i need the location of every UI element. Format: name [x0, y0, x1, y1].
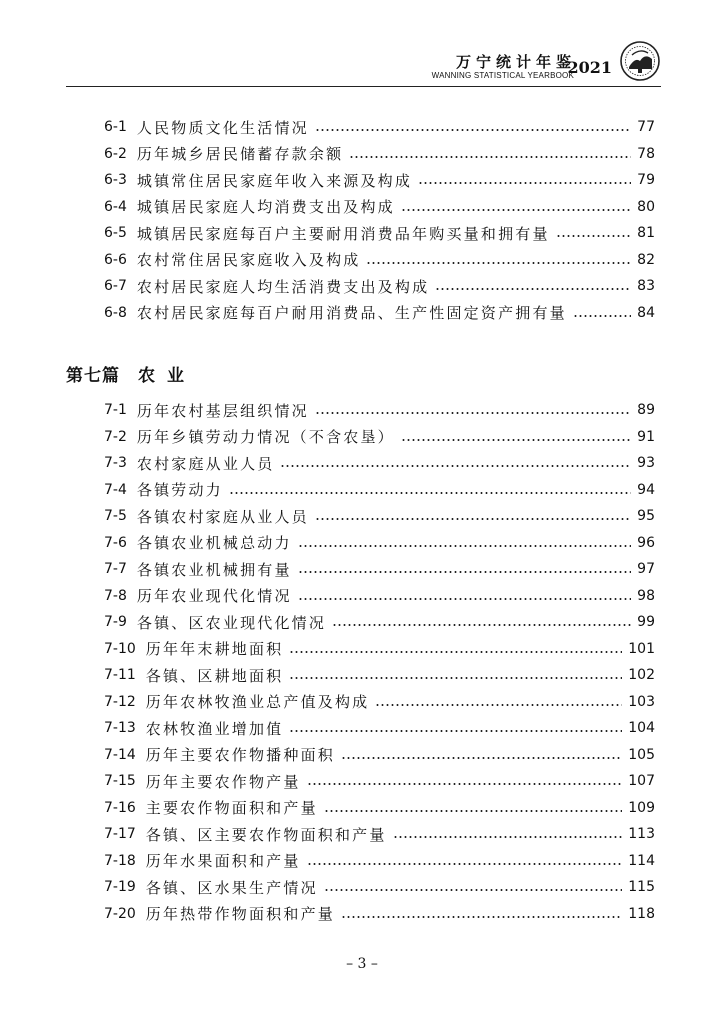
toc-entry[interactable] [0, 848, 724, 875]
toc-entry-page: 103 [628, 693, 655, 710]
leader-dots [307, 783, 623, 785]
toc-entry-number: 7-3 [104, 455, 127, 472]
toc-entry[interactable] [0, 503, 724, 530]
leader-dots [324, 810, 622, 812]
toc-entry-page: 81 [637, 225, 655, 242]
toc-entry-number: 6-2 [104, 145, 127, 162]
leader-dots [349, 156, 631, 158]
toc-entry[interactable] [0, 273, 724, 300]
toc-entry-title: 城镇常住居民家庭年收入来源及构成 [136, 171, 413, 190]
leader-dots [324, 889, 622, 891]
toc-entry[interactable] [0, 874, 724, 901]
leader-dots [375, 704, 622, 706]
toc-entry-page: 115 [628, 879, 655, 896]
leader-dots [332, 624, 631, 626]
leader-dots [366, 262, 631, 264]
toc-entry-number: 7-20 [104, 905, 136, 922]
toc-entry-number: 7-16 [104, 799, 136, 816]
toc-entry-title: 主要农作物面积和产量 [145, 799, 318, 818]
toc-entry-number: 6-6 [104, 251, 127, 268]
toc-entry-title: 历年农林牧渔业总产值及构成 [145, 693, 370, 712]
page-number: – 3 – [346, 956, 378, 972]
leader-dots [289, 677, 622, 679]
toc-entry[interactable] [0, 450, 724, 477]
toc-entry-number: 7-9 [104, 614, 127, 631]
toc-entry[interactable] [0, 583, 724, 610]
toc-entry-number: 7-12 [104, 693, 136, 710]
toc-entry-page: 84 [637, 304, 655, 321]
toc-entry[interactable] [0, 114, 724, 141]
toc-entry[interactable] [0, 795, 724, 822]
toc-entry-title: 农林牧渔业增加值 [145, 719, 284, 738]
leader-dots [435, 288, 631, 290]
toc-entry[interactable] [0, 247, 724, 274]
toc-entry[interactable] [0, 300, 724, 327]
toc-entry[interactable] [0, 194, 724, 221]
toc-entry-number: 7-18 [104, 852, 136, 869]
toc-entry-title: 城镇居民家庭每百户主要耐用消费品年购买量和拥有量 [136, 224, 550, 243]
toc-entry-number: 7-14 [104, 746, 136, 763]
toc-entry-title: 历年农村基层组织情况 [136, 401, 309, 420]
toc-entry-title: 人民物质文化生活情况 [136, 118, 309, 137]
leader-dots [315, 518, 631, 520]
toc-entry-title: 农村居民家庭人均生活消费支出及构成 [136, 277, 430, 296]
toc-entry-number: 6-8 [104, 304, 127, 321]
page-header [0, 0, 724, 100]
toc-entry-number: 6-4 [104, 198, 127, 215]
toc-entry[interactable] [0, 662, 724, 689]
leader-dots [280, 465, 631, 467]
toc-entry-title: 农村常住居民家庭收入及构成 [136, 251, 361, 270]
toc-entry-page: 77 [637, 119, 655, 136]
toc-entry-number: 7-17 [104, 826, 136, 843]
toc-entry-page: 96 [637, 534, 655, 551]
yearbook-subtitle: WANNING STATISTICAL YEARBOOK [431, 71, 574, 80]
toc-entry[interactable] [0, 821, 724, 848]
toc-entry-page: 113 [628, 826, 655, 843]
leader-dots [298, 545, 631, 547]
toc-entry[interactable] [0, 609, 724, 636]
toc-entry-number: 7-19 [104, 879, 136, 896]
toc-entry-page: 99 [637, 614, 655, 631]
toc-entry[interactable] [0, 424, 724, 451]
toc-entry-page: 114 [628, 852, 655, 869]
yearbook-year: 2021 [567, 58, 612, 77]
toc-entry-number: 6-1 [104, 119, 127, 136]
toc-entry[interactable] [0, 477, 724, 504]
toc-entry-number: 7-1 [104, 402, 127, 419]
toc-entry-title: 各镇、区农业现代化情况 [136, 613, 327, 632]
toc-entry-page: 105 [628, 746, 655, 763]
toc-entry-page: 80 [637, 198, 655, 215]
seal-logo-icon [619, 40, 661, 82]
toc-entry-page: 78 [637, 145, 655, 162]
toc-entry-number: 7-10 [104, 640, 136, 657]
toc-entry-number: 7-4 [104, 481, 127, 498]
toc-entry-page: 93 [637, 455, 655, 472]
toc-entry-number: 7-5 [104, 508, 127, 525]
toc-entry-title: 农村居民家庭每百户耐用消费品、生产性固定资产拥有量 [136, 304, 567, 323]
toc-entry-page: 97 [637, 561, 655, 578]
leader-dots [315, 129, 631, 131]
leader-dots [298, 598, 631, 600]
toc-entry[interactable] [0, 768, 724, 795]
toc-entry[interactable] [0, 689, 724, 716]
toc-entry-title: 各镇、区耕地面积 [145, 666, 284, 685]
leader-dots [418, 182, 631, 184]
leader-dots [573, 315, 631, 317]
toc-entry-page: 109 [628, 799, 655, 816]
toc-entry-title: 历年主要农作物产量 [145, 772, 301, 791]
toc-section-7 [0, 397, 724, 927]
leader-dots [289, 651, 622, 653]
leader-dots [289, 730, 622, 732]
leader-dots [341, 916, 622, 918]
toc-entry-number: 6-5 [104, 225, 127, 242]
toc-entry-page: 107 [628, 773, 655, 790]
toc-entry[interactable] [0, 167, 724, 194]
section-heading [66, 361, 196, 386]
toc-entry-page: 79 [637, 172, 655, 189]
toc-entry-title: 历年农业现代化情况 [136, 587, 292, 606]
leader-dots [341, 757, 622, 759]
toc-entry-title: 历年年末耕地面积 [145, 640, 284, 659]
toc-entry[interactable] [0, 742, 724, 769]
toc-entry-page: 82 [637, 251, 655, 268]
toc-entry-page: 95 [637, 508, 655, 525]
toc-entry[interactable] [0, 530, 724, 557]
toc-entry-number: 7-7 [104, 561, 127, 578]
toc-entry-page: 101 [628, 640, 655, 657]
leader-dots [393, 836, 623, 838]
toc-entry-number: 6-7 [104, 278, 127, 295]
toc-entry-page: 98 [637, 587, 655, 604]
leader-dots [401, 209, 631, 211]
section-name: 农业 [138, 366, 196, 386]
toc-entry-number: 7-8 [104, 587, 127, 604]
toc-entry-page: 94 [637, 481, 655, 498]
section-label: 第七篇 [66, 366, 120, 386]
toc-entry-title: 城镇居民家庭人均消费支出及构成 [136, 198, 395, 217]
toc-entry-title: 各镇、区水果生产情况 [145, 878, 318, 897]
toc-entry-page: 89 [637, 402, 655, 419]
toc-entry-title: 各镇劳动力 [136, 481, 223, 500]
leader-dots [556, 235, 631, 237]
toc-entry-page: 118 [628, 905, 655, 922]
toc-entry-page: 102 [628, 667, 655, 684]
toc-entry-number: 7-11 [104, 667, 136, 684]
toc-entry[interactable] [0, 220, 724, 247]
toc-entry-number: 7-15 [104, 773, 136, 790]
toc-entry-title: 农村家庭从业人员 [136, 454, 275, 473]
toc-entry[interactable] [0, 901, 724, 928]
toc-entry-number: 6-3 [104, 172, 127, 189]
yearbook-title: 万宁统计年鉴 [455, 53, 576, 71]
leader-dots [401, 439, 631, 441]
toc-entry-title: 各镇农业机械总动力 [136, 534, 292, 553]
toc-entry[interactable] [0, 636, 724, 663]
toc-entry[interactable] [0, 715, 724, 742]
toc-entry-number: 7-2 [104, 428, 127, 445]
toc-entry-title: 历年热带作物面积和产量 [145, 905, 335, 924]
toc-entry-title: 各镇、区主要农作物面积和产量 [145, 825, 387, 844]
toc-entry[interactable] [0, 397, 724, 424]
toc-entry-number: 7-6 [104, 534, 127, 551]
toc-entry-number: 7-13 [104, 720, 136, 737]
toc-entry-title: 历年乡镇劳动力情况（不含农垦） [136, 428, 395, 447]
toc-entry-title: 各镇农业机械拥有量 [136, 560, 292, 579]
toc-section-6 [0, 114, 724, 326]
toc-entry-title: 历年城乡居民储蓄存款余额 [136, 145, 344, 164]
leader-dots [315, 412, 631, 414]
header-rule [66, 86, 661, 87]
toc-entry-page: 83 [637, 278, 655, 295]
leader-dots [307, 863, 623, 865]
toc-entry-page: 104 [628, 720, 655, 737]
toc-entry[interactable] [0, 141, 724, 168]
leader-dots [229, 492, 631, 494]
toc-entry-title: 历年主要农作物播种面积 [145, 746, 335, 765]
toc-entry[interactable] [0, 556, 724, 583]
leader-dots [298, 571, 631, 573]
toc-entry-page: 91 [637, 428, 655, 445]
toc-entry-title: 各镇农村家庭从业人员 [136, 507, 309, 526]
toc-entry-title: 历年水果面积和产量 [145, 852, 301, 871]
